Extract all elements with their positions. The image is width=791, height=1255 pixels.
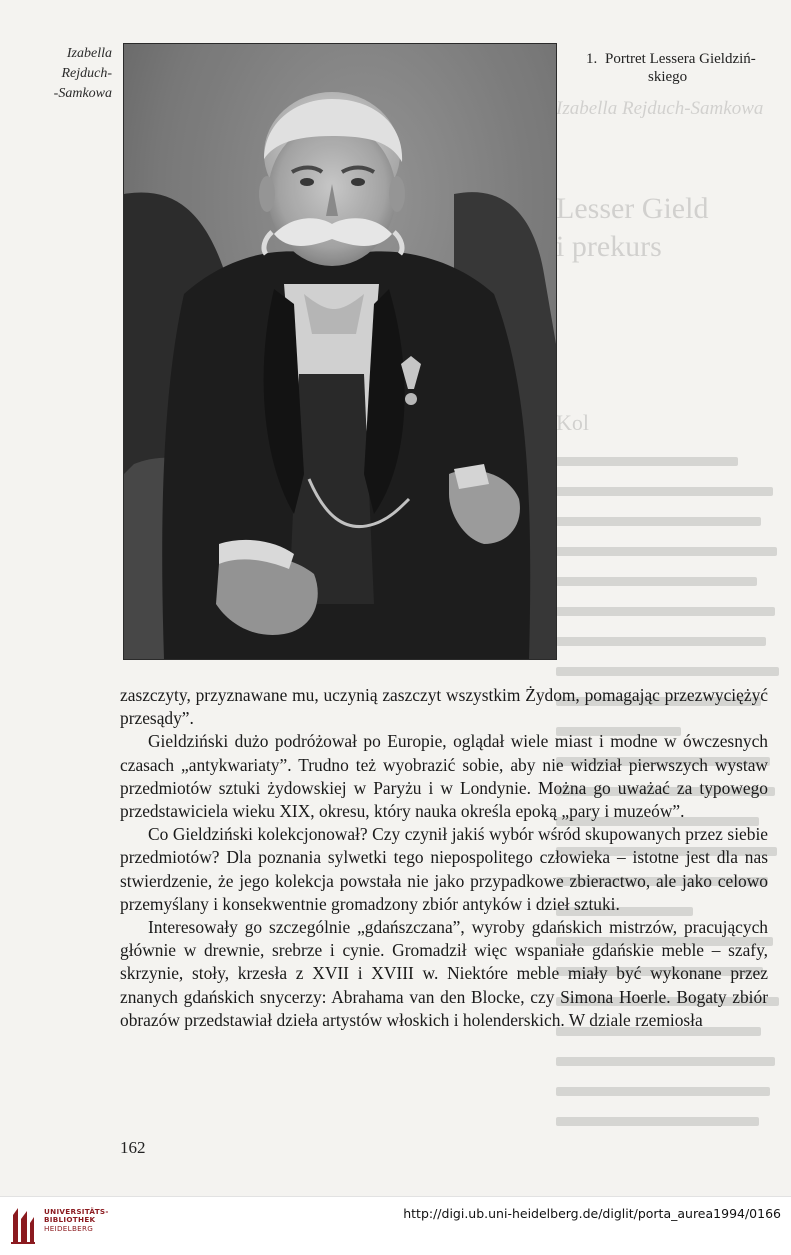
bleed-author: Izabella Rejduch-Samkowa bbox=[556, 98, 764, 119]
paragraph: Gieldziński dużo podróżował po Europie, oglądał wiele miast i modne w ówczesnych czasach „antykwariaty”. Trudno też wyobrazić sobie, aby nie widział pierwszych wystaw przedmiotów sztuki żydowskiej w Paryżu i w Londynie. Można go uważać za typowego przedstawiciela wieku XIX, okresu, który nauka określa epoką „pary i muzeów”. bbox=[120, 731, 768, 822]
figure-caption bbox=[586, 50, 782, 86]
portrait-illustration bbox=[124, 44, 556, 659]
caption-number: 1. bbox=[586, 51, 598, 67]
viewer-footer bbox=[0, 1196, 791, 1255]
university-library-logo bbox=[10, 1205, 36, 1245]
body-text bbox=[120, 684, 768, 1032]
source-url[interactable]: http://digi.ub.uni-heidelberg.de/diglit/porta_aurea1994/0166 bbox=[403, 1206, 781, 1221]
portrait-photo bbox=[124, 44, 556, 659]
library-name: UNIVERSITÄTS- BIBLIOTHEK HEIDELBERG bbox=[44, 1207, 109, 1233]
paragraph: Interesowały go szczególnie „gdańszczana”, wyroby gdańskich mistrzów, pracujących głównie w drewnie, srebrze i cynie. Gromadził więc wspaniałe gdańskie meble – szafy, skrzynie, stoły, krzesła z XVII i XVIII w. Niektóre meble miały być wykonane przez znanych gdańskich snycerzy: Abrahama van den Blocke, czy Simona Hoerle. Bogaty zbiór obrazów przedstawiał dzieła artystów włoskich i holenderskich. W dziale rzemiosła bbox=[120, 917, 768, 1030]
caption-line-2: skiego bbox=[648, 69, 688, 85]
paragraph: Co Gieldziński kolekcjonował? Czy czynił jakiś wybór wśród skupowanych przez siebie przedmiotów? Dla poznania sylwetki tego niepospolitego człowieka – istotne jest dla nas stwierdzenie, że jego kolekcja powstała nie jako przypadkowe zbieractwo, ale jako celowo przemyślany i konsekwentnie gromadzony zbiór antyków i dzieł sztuki. bbox=[120, 824, 768, 914]
bleed-title: Lesser Gield i prekurs bbox=[556, 192, 709, 263]
caption-line-1: Portret Lessera Gieldziń- bbox=[605, 51, 756, 67]
author-name: Izabella Rejduch- -Samkowa bbox=[53, 46, 112, 101]
bleed-heading: Kol bbox=[556, 410, 589, 435]
page-number: 162 bbox=[120, 1138, 146, 1157]
paragraph: zaszczyty, przyznawane mu, uczynią zaszczyt wszystkim Żydom, pomagając przezwyciężyć przesądy”. bbox=[120, 685, 768, 729]
